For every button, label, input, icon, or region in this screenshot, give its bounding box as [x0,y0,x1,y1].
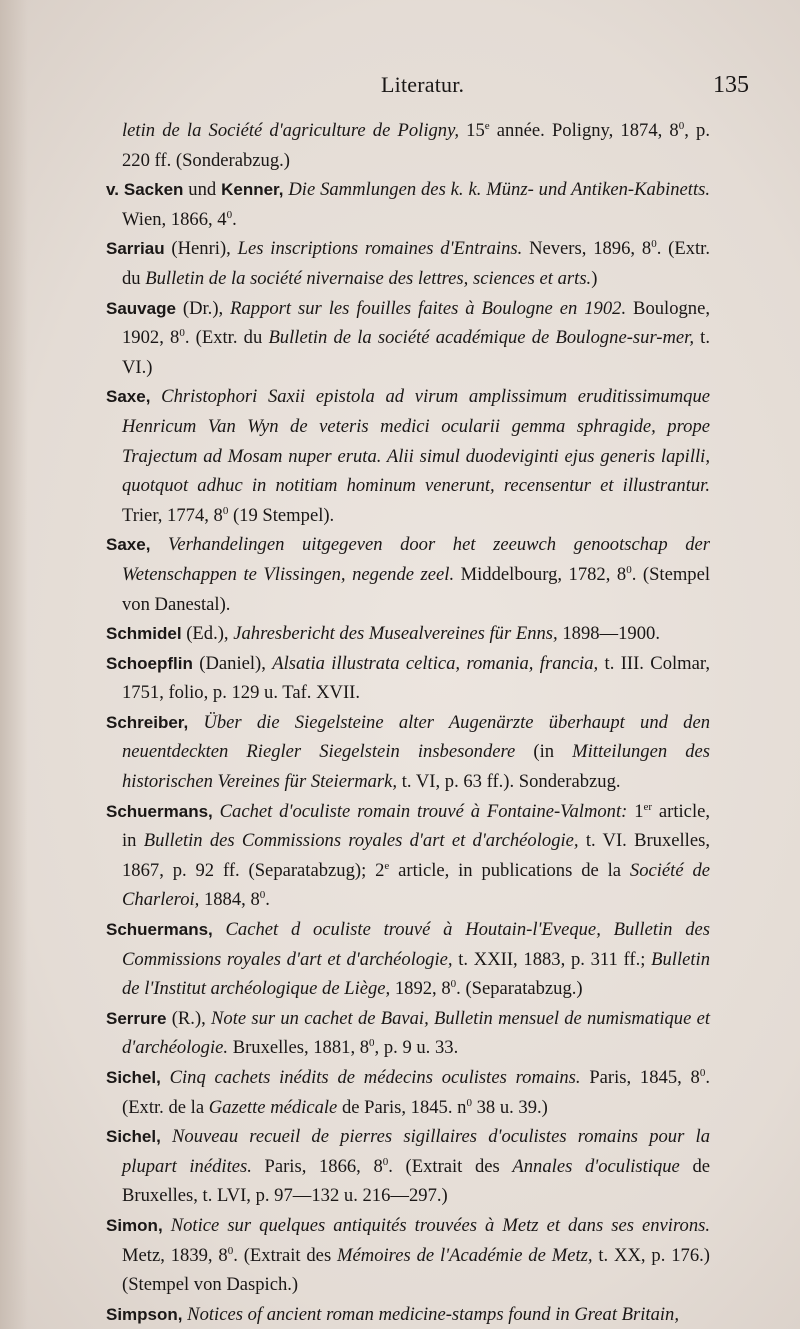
bibliography-entry [106,797,710,915]
entry-text [150,534,168,555]
entry-title: Notice sur quelques antiquités trouvées à Metz et dans ses environs. [170,1214,710,1236]
entry-text: t. VI, p. 63 ff.). Sonderabzug. [397,771,621,793]
entry-text: Paris, 1866, 8 [251,1155,383,1177]
bibliography-entry [106,1122,710,1211]
bibliography-entry [106,382,710,530]
author-name: v. Sacken [106,180,184,200]
bibliography-entry [106,1004,710,1063]
superscript: 0 [466,1096,472,1109]
entry-title: Jahresbericht des Musealvereines für Enns, [233,623,558,645]
entry-text: . (Extrait des [233,1244,338,1266]
superscript: 0 [678,119,685,132]
entry-text: . (Extr. du [122,238,710,289]
entry-title: Alsatia illustrata celtica, romania, francia, [272,652,599,674]
page-number: 135 [713,72,749,98]
bibliography-entry [106,294,710,383]
entry-text: Bruxelles, 1881, 8 [228,1037,370,1059]
entry-title: Les inscriptions romaines d'Entrains. [237,238,523,260]
entry-text: t. III. Colmar, 1751, folio, p. 129 u. Taf. XVII. [122,652,710,704]
author-name: Schmidel [106,624,182,644]
bibliography-entry [106,619,710,649]
entry-title: Note sur un cachet de Bavai, Bulletin mensuel de numismatique et d'archéologie. [122,1007,710,1059]
entry-text: de Paris, 1845. n [337,1096,467,1118]
superscript: 0 [222,504,229,517]
entry-text: Metz, 1839, 8 [122,1244,228,1266]
superscript: 0 [259,889,266,902]
entry-title: Verhandelingen uitgegeven door het zeeuwch genootschap der Wetenschappen te Vlissingen, negende zeel. [122,534,711,585]
entry-text [213,801,220,822]
entry-text: . (Extr. du [184,327,269,349]
entry-title: Bulletin de la société académique de Boulogne-sur-mer, [268,327,694,349]
entry-text: (19 Stempel). [228,504,335,526]
author-name: Sauvage [106,298,176,318]
entry-text: . (Extrait des [388,1155,513,1177]
author-name: Schuermans, [106,920,213,940]
entry-text [213,919,226,940]
entry-text: (Ed.), [181,623,234,645]
entry-text: . (Stempel von Danestal). [122,563,711,615]
entry-text: t. VI. Bruxelles, 1867, p. 92 ff. (Separatabzug); 2 [122,830,710,881]
entry-title: Cachet d oculiste trouvé à Houtain-l'Eveque, Bulletin des Commissions royales d'art et d'archéologie, [122,919,710,970]
entry-text: t. VI.) [122,327,710,378]
entry-text [188,712,203,733]
entry-text: Middelbourg, 1782, 8 [454,563,627,585]
entry-text: année. Poligny, 1874, 8 [489,120,679,141]
entry-text: article, in [122,800,711,852]
entry-title: Nouveau recueil de pierres sigillaires d'oculistes romains pour la plupart inédites. [122,1126,710,1177]
entry-text: Trier, 1774, 8 [122,504,223,526]
entry-text: 15 [458,120,485,141]
entry-text [150,386,161,407]
entry-text: ) [591,267,598,289]
entry-title: letin de la Société d'agriculture de Poligny, [122,120,459,141]
entry-title: Société de Charleroi, [122,859,711,911]
entry-title: Cinq cachets inédits de médecins oculistes romains. [169,1067,581,1088]
superscript: 0 [651,238,657,251]
bibliography-entry [106,175,710,234]
superscript: 0 [626,563,632,576]
entry-text: . (Extr. de la [122,1067,711,1118]
bibliography-entry [106,915,710,1004]
bibliography-list [106,116,710,1329]
superscript: e [384,859,390,872]
author-name: Sichel, [106,1068,161,1087]
superscript: 0 [226,208,233,221]
superscript: 0 [699,1066,706,1079]
bibliography-entry [106,649,710,708]
entry-text [161,1126,172,1147]
entry-text: t. XXII, 1883, p. 311 ff.; [452,948,652,970]
entry-text: Nevers, 1896, 8 [522,238,652,260]
entry-title: Bulletin de la société nivernaise des lettres, sciences et arts. [145,267,592,289]
entry-text: 1892, 8 [390,978,451,1000]
bibliography-entry [106,234,710,293]
entry-text: (Henri), [164,238,238,260]
entry-title: Mémoires de l'Académie de Metz, [337,1244,593,1266]
entry-text: 1 [627,800,644,822]
page-header [0,72,800,102]
author-name: Simon, [106,1215,163,1235]
author-name: Saxe, [106,535,151,555]
entry-text: (Daniel), [192,652,273,674]
entry-title: Mitteilungen des historischen Vereines für Steiermark, [122,741,711,793]
entry-text: 38 u. 39.) [471,1096,548,1118]
bibliography-entry [106,530,710,619]
entry-text: t. XX, p. 176.) (Stempel von Daspich.) [122,1244,710,1296]
author-name: Saxe, [106,387,151,407]
running-title: Literatur. [381,72,465,97]
superscript: 0 [227,1244,234,1257]
bibliography-entry-continuation [106,116,710,175]
author-name: Serrure [106,1008,167,1028]
entry-title: Die Sammlungen des k. k. Münz- und Antiken-Kabinetts. [288,179,710,201]
entry-title: Annales d'oculistique [512,1155,680,1177]
superscript: e [484,119,490,132]
entry-title: Gazette médicale [208,1096,338,1118]
author-name: Sichel, [106,1127,161,1147]
entry-text: Wien, 1866, 4 [122,208,227,230]
entry-title: Bulletin de l'Institut archéologique de Liège, [122,948,710,1000]
superscript: 0 [179,326,185,339]
entry-text: 1898—1900. [557,623,660,645]
author-name: Kenner, [221,180,284,200]
superscript: 0 [450,978,457,991]
entry-text: (Dr.), [175,297,231,319]
entry-text: . [265,889,270,911]
bibliography-entry [106,1211,710,1300]
author-name: Schoepflin [106,653,193,673]
entry-title: Christophori Saxii epistola ad virum amplissimum eruditissimumque Henricum Van Wyn de veteris medici ocularii gemma sphragide, prope Trajectum ad Mosam nuper eruta. Alii simul duodeviginti ejus generis lapilli, quotquot adhuc in notitiam hominum venerunt, recensentur et illustrantur. [122,386,710,497]
author-name: Schreiber, [106,712,189,732]
author-name: Schuermans, [106,801,213,821]
author-name: Sarriau [106,239,165,259]
entry-text: Paris, 1845, 8 [580,1067,700,1088]
bibliography-entry [106,708,710,797]
superscript: 0 [369,1037,375,1050]
entry-title: Bulletin des Commissions royales d'art et d'archéologie, [143,830,579,852]
entry-text: und [183,179,222,201]
author-name: Simpson, [106,1304,183,1324]
entry-text: 1884, 8 [199,889,260,911]
binding-shadow [0,0,28,1329]
entry-text: . [232,208,237,230]
entry-text [163,1215,171,1236]
entry-text: article, in publications de la [389,859,630,881]
entry-text: Boulogne, 1902, 8 [122,297,710,349]
entry-text [161,1067,170,1088]
superscript: 0 [382,1155,389,1168]
entry-text: . (Separatabzug.) [456,978,583,1000]
entry-text: , p. 220 ff. (Sonderabzug.) [122,120,710,171]
entry-title: Notices of ancient roman medicine-stamps found in Great Britain, [187,1303,679,1325]
entry-text: (R.), [166,1007,212,1029]
entry-text: de Bruxelles, t. LVI, p. 97—132 u. 216—297.) [122,1155,710,1207]
entry-text: (in [515,741,573,763]
entry-text: , p. 9 u. 33. [374,1037,459,1059]
entry-title: Rapport sur les fouilles faites à Boulogne en 1902. [230,297,627,319]
bibliography-entry [106,1300,710,1329]
entry-title: Cachet d'oculiste romain trouvé à Fontaine-Valmont: [219,800,628,822]
entry-title: Über die Siegelsteine alter Augenärzte überhaupt und den neuentdeckten Riegler Siegelstein insbesondere [122,711,710,763]
bibliography-entry [106,1063,710,1122]
superscript: er [643,800,653,813]
